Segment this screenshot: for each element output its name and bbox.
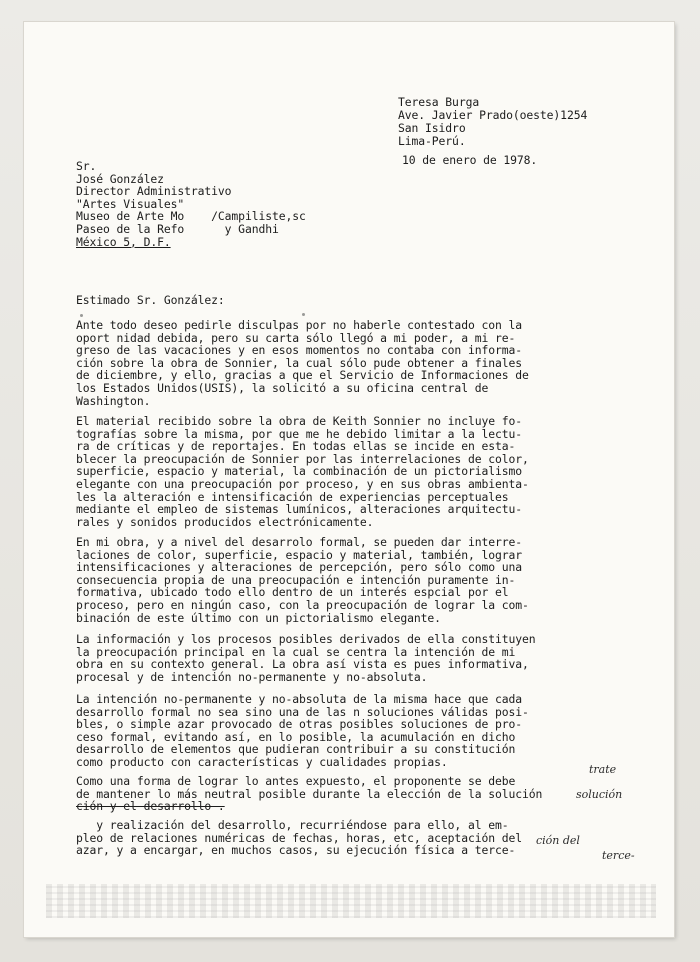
body-line: mediante el empleo de sistemas lumínicos, alteraciones arquitectu- bbox=[76, 502, 523, 517]
body-line: ción sobre la obra de Sonnier, la cual sólo pude obtener a finales bbox=[76, 355, 523, 370]
body-line: Washington. bbox=[76, 393, 151, 408]
body-line: la preocupación principal en la cual se centra la intención de mi bbox=[76, 644, 516, 659]
paragraph-5 bbox=[76, 693, 529, 769]
recipient-line: Sr. bbox=[76, 159, 97, 173]
body-line: de diciembre, y ello, gracias a que el Servicio de Informaciones de bbox=[76, 368, 529, 383]
handwritten-note: solución bbox=[576, 788, 623, 801]
body-line: greso de las vacaciones y en esos momentos no contaba con informa- bbox=[76, 343, 523, 358]
body-line: como producto con características y cualidades propias. bbox=[76, 754, 448, 769]
recipient-line: Museo de Arte Mo /Campiliste,sc bbox=[76, 209, 306, 224]
body-line: intensificaciones y alteraciones de percepción, pero sólo como una bbox=[76, 560, 523, 575]
scan-speck bbox=[302, 313, 305, 316]
body-line: consecuencia propia de una preocupación e intención puramente in- bbox=[76, 572, 516, 587]
paragraph-7 bbox=[76, 819, 522, 857]
salutation: Estimado Sr. González: bbox=[76, 293, 225, 307]
body-line: les la alteración e intensificación de experiencias perceptuales bbox=[76, 489, 509, 504]
paragraph-4 bbox=[76, 633, 536, 683]
body-line: pleo de relaciones numéricas de fechas, horas, etc, aceptación del bbox=[76, 830, 523, 845]
body-line: Como una forma de lograr lo antes expuesto, el proponente se debe bbox=[76, 774, 516, 788]
handwritten-note: ción del bbox=[536, 834, 580, 847]
letter-date: 10 de enero de 1978. bbox=[402, 153, 538, 167]
body-line: oport nidad debida, pero su carta sólo llegó a mi poder, a mi re- bbox=[76, 330, 516, 345]
paragraph-3 bbox=[76, 536, 529, 624]
letter-page bbox=[24, 22, 674, 937]
body-line: formativa, ubicado todo ello dentro de un interés espcial por el bbox=[76, 585, 509, 600]
body-line: La información y los procesos posibles derivados de ella constituyen bbox=[76, 632, 536, 646]
body-line: La intención no-permanente y no-absoluta de la misma hace que cada bbox=[76, 692, 523, 706]
paragraph-2 bbox=[76, 415, 529, 528]
body-line: binación de este último con un pictorialismo elegante. bbox=[76, 610, 441, 625]
sender-address-line-3: Lima-Perú. bbox=[398, 134, 466, 148]
body-line: obra en su contexto general. La obra así vista es pues informativa, bbox=[76, 657, 529, 672]
body-line: Ante todo deseo pedirle disculpas por no haberle contestado con la bbox=[76, 318, 523, 332]
recipient-line: Paseo de la Refo y Gandhi bbox=[76, 221, 279, 236]
paragraph-1 bbox=[76, 319, 529, 407]
sender-address-line-1: Ave. Javier Prado(oeste)1254 bbox=[398, 108, 588, 122]
body-line: superficie, espacio y material, la combinación de un pictorialismo bbox=[76, 464, 523, 479]
recipient-line: Director Administrativo bbox=[76, 184, 232, 199]
paragraph-6 bbox=[76, 775, 542, 813]
recipient-block bbox=[76, 160, 306, 248]
faded-footer-text bbox=[46, 884, 656, 918]
body-line: ción y el desarrollo . bbox=[76, 799, 225, 814]
handwritten-note: trate bbox=[589, 763, 617, 776]
handwritten-note: terce- bbox=[602, 849, 635, 862]
body-line: y realización del desarrollo, recurriéndose para ello, al em- bbox=[76, 818, 509, 832]
body-line: los Estados Unidos(USIS), la solicitó a su oficina central de bbox=[76, 380, 489, 395]
body-line: proceso, pero en ningún caso, con la preocupación de lograr la com- bbox=[76, 597, 529, 612]
sender-name: Teresa Burga bbox=[398, 95, 480, 109]
body-line: desarrollo formal no sea sino una de las n soluciones válidas posi- bbox=[76, 704, 529, 719]
body-line: laciones de color, superficie, espacio y material, también, lograr bbox=[76, 547, 523, 562]
body-line: procesal y de intención no-permanente y no-absoluta. bbox=[76, 669, 428, 684]
body-line: El material recibido sobre la obra de Keith Sonnier no incluye fo- bbox=[76, 414, 523, 428]
body-line: desarrollo de elementos que pudieran contribuir a su constitución bbox=[76, 742, 516, 757]
scan-speck bbox=[80, 314, 83, 317]
body-line: En mi obra, y a nivel del desarrolo formal, se pueden dar interre- bbox=[76, 535, 523, 549]
body-line: ra de críticas y de reportajes. En todas ellas se incide en esta- bbox=[76, 439, 516, 454]
recipient-line: "Artes Visuales" bbox=[76, 196, 185, 211]
body-line: bles, o simple azar provocado de otras posibles soluciones de pro- bbox=[76, 717, 523, 732]
recipient-line: José González bbox=[76, 171, 164, 186]
body-line: rales y sonidos producidos electrónicamente. bbox=[76, 514, 374, 529]
body-line: de mantener lo más neutral posible durante la elección de la solución bbox=[76, 786, 543, 801]
body-line: azar, y a encargar, en muchos casos, su ejecución física a terce- bbox=[76, 843, 516, 858]
body-line: ceso formal, evitando así, en lo posible, la acumulación en dicho bbox=[76, 729, 516, 744]
body-line: blecer la preocupación de Sonnier por las interrelaciones de color, bbox=[76, 451, 529, 466]
body-line: tografías sobre la misma, por que me he debido limitar a la lectu- bbox=[76, 426, 523, 441]
body-line: elegante con una preocupación por proceso, y en sus obras ambienta- bbox=[76, 476, 529, 491]
recipient-line: México 5, D.F. bbox=[76, 234, 171, 249]
sender-address-line-2: San Isidro bbox=[398, 121, 466, 135]
